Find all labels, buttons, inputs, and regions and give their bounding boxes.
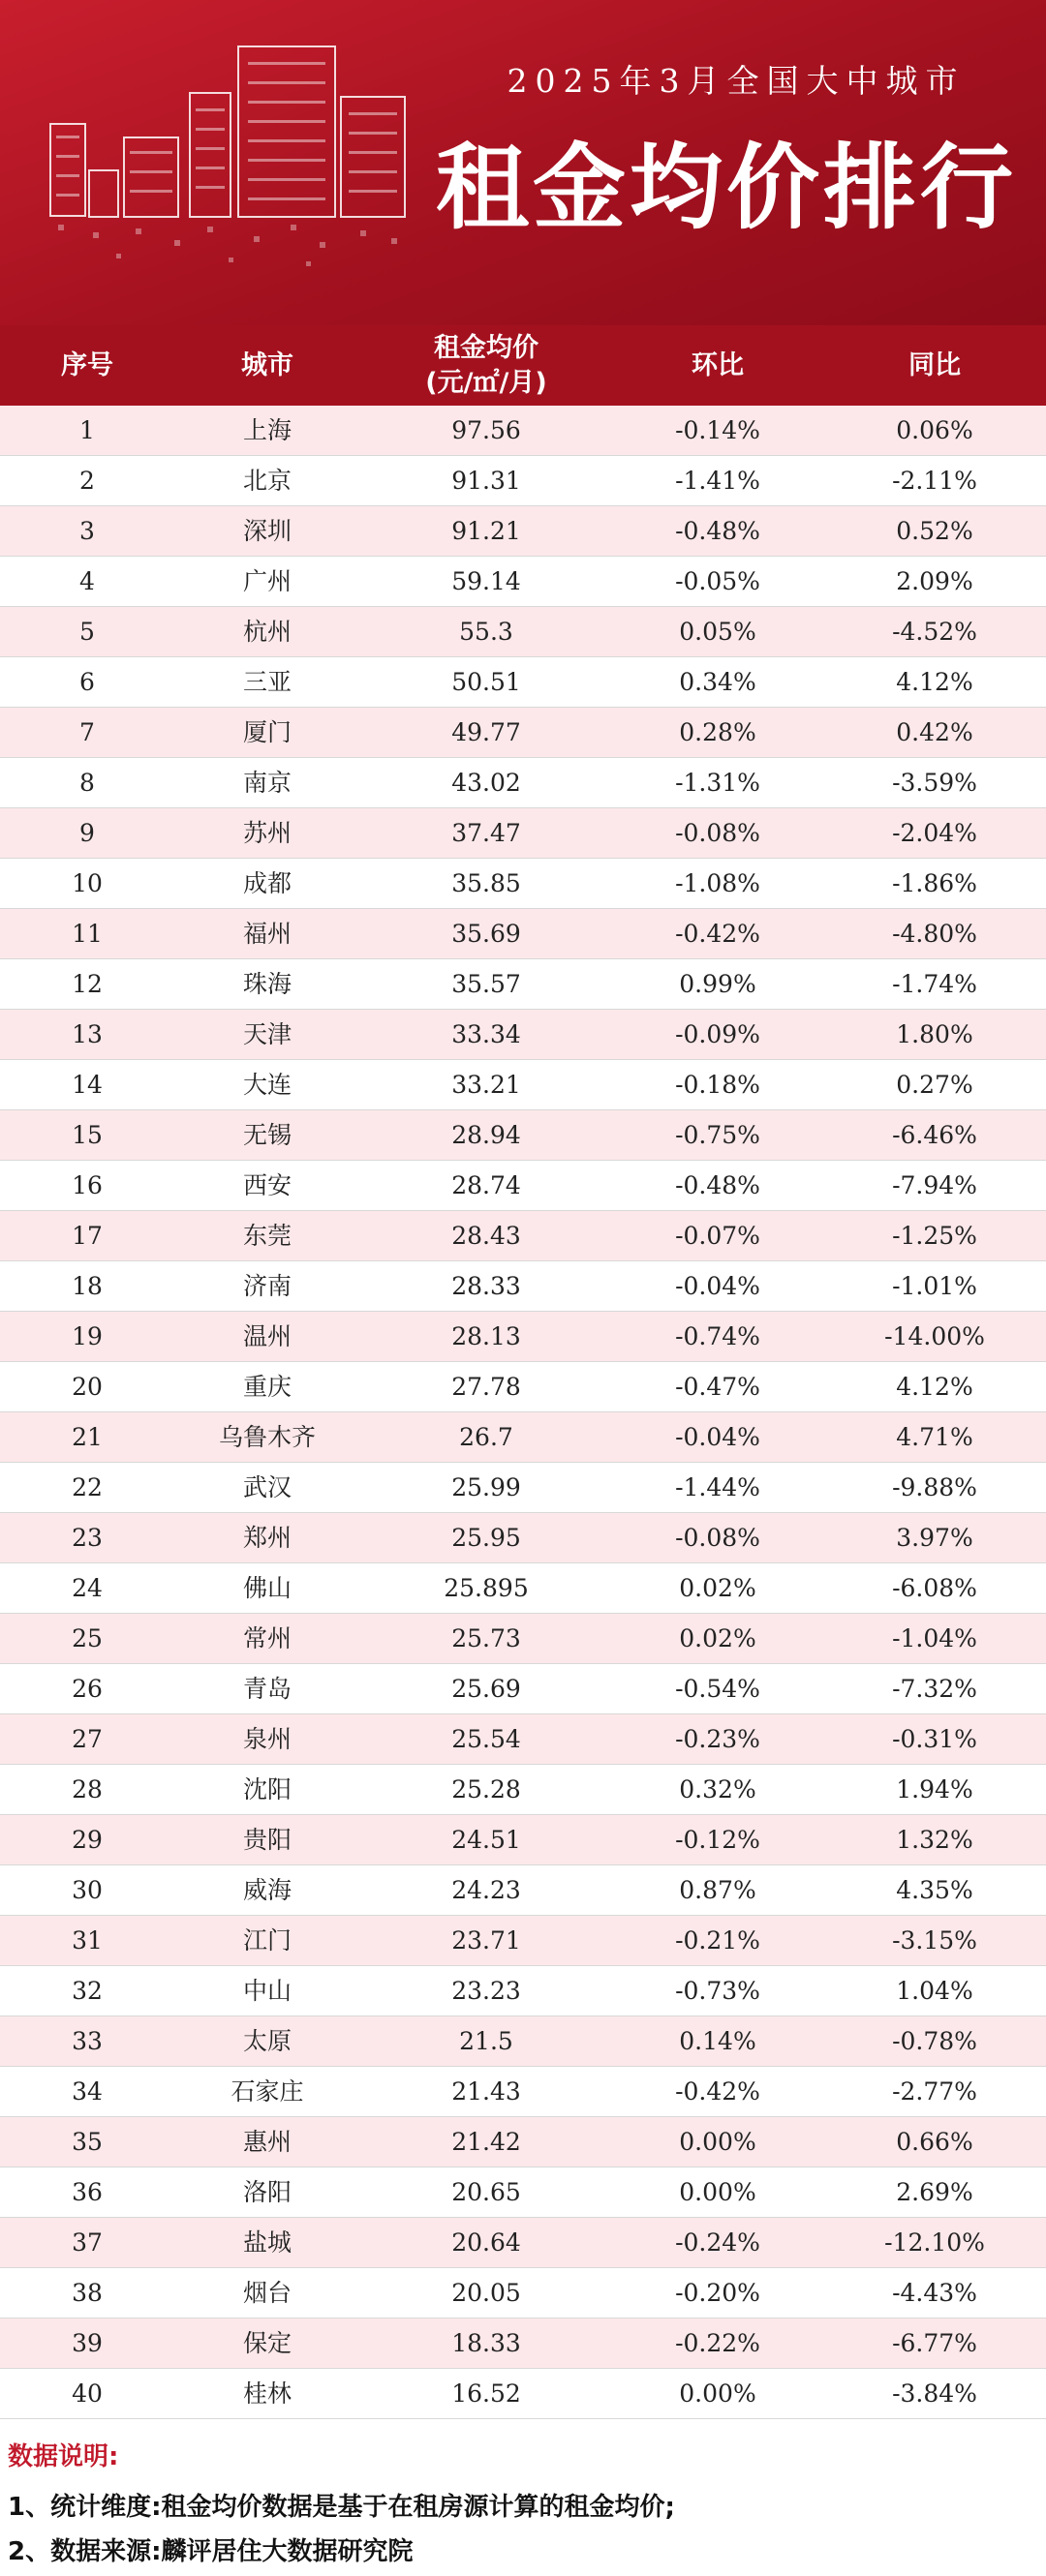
cell-yoy: 4.12% [896,668,973,696]
cell-price: 27.78 [451,1373,521,1401]
cell-rank: 6 [79,668,95,696]
cell-city: 保定 [242,2329,292,2357]
cell-yoy: -9.88% [892,1473,977,1501]
cell-yoy: 1.80% [896,1020,973,1048]
table-row [0,1463,1046,1513]
cell-yoy: 4.12% [896,1373,973,1401]
cell-rank: 35 [72,2128,103,2156]
cell-rank: 37 [72,2228,103,2257]
cell-rank: 33 [72,2027,103,2055]
cell-city: 西安 [242,1171,292,1199]
cell-yoy: -14.00% [884,1322,985,1350]
cell-city: 武汉 [242,1473,292,1501]
cell-rank: 8 [79,769,95,797]
cell-rank: 9 [79,819,95,847]
cell-city: 佛山 [242,1574,292,1602]
cell-price: 35.57 [451,970,521,998]
cell-yoy: -0.31% [892,1725,977,1753]
cell-price: 37.47 [451,819,521,847]
cell-price: 28.33 [451,1272,521,1300]
cell-mom: -0.08% [675,819,760,847]
notes-line-1: 1、统计维度:租金均价数据是基于在租房源计算的租金均价; [8,2493,675,2522]
cell-city: 厦门 [242,718,292,746]
cell-city: 沈阳 [242,1775,292,1803]
cell-city: 广州 [242,567,292,595]
cell-yoy: -6.08% [892,1574,977,1602]
cell-mom: 0.32% [679,1775,756,1803]
cell-yoy: -1.04% [892,1624,977,1652]
cell-rank: 2 [79,467,95,495]
cell-price: 97.56 [451,416,521,444]
table-row [0,1261,1046,1312]
cell-rank: 38 [72,2279,103,2307]
banner-title: 租金均价排行 [436,133,1017,242]
cell-mom: -0.54% [675,1675,760,1703]
notes-title: 数据说明: [8,2442,119,2471]
table-row [0,1513,1046,1563]
cell-mom: -1.08% [675,869,760,897]
cell-mom: 0.00% [679,2178,756,2206]
cell-yoy: -2.77% [892,2077,977,2106]
cell-price: 25.99 [451,1473,521,1501]
cell-price: 25.54 [451,1725,521,1753]
cell-price: 23.23 [451,1977,521,2005]
cell-city: 惠州 [242,2128,292,2156]
cell-rank: 18 [72,1272,103,1300]
cell-city: 成都 [242,869,292,897]
cell-city: 天津 [242,1020,292,1048]
table-row [0,1010,1046,1060]
cell-yoy: 0.52% [896,517,973,545]
table-row [0,607,1046,657]
cell-rank: 29 [72,1826,103,1854]
table-row [0,1412,1046,1463]
table-row [0,1161,1046,1211]
cell-city: 东莞 [242,1222,292,1250]
cell-price: 28.94 [451,1121,521,1149]
cell-yoy: 4.35% [896,1876,973,1904]
cell-city: 太原 [242,2027,292,2055]
cell-yoy: -6.77% [892,2329,977,2357]
cell-yoy: -0.78% [892,2027,977,2055]
cell-city: 中山 [242,1977,292,2005]
cell-yoy: -12.10% [884,2228,985,2257]
cell-yoy: -1.86% [892,869,977,897]
cell-price: 21.42 [451,2128,521,2156]
header-price-line2: (元/㎡/月) [425,367,547,398]
cell-price: 91.21 [451,517,521,545]
cell-rank: 15 [72,1121,103,1149]
cell-yoy: -2.04% [892,819,977,847]
header-city: 城市 [241,349,293,380]
table-row [0,1765,1046,1815]
table-row [0,1211,1046,1261]
table-row [0,708,1046,758]
table-row [0,1060,1046,1110]
cell-mom: -0.18% [675,1071,760,1099]
cell-yoy: 0.27% [896,1071,973,1099]
cell-mom: -0.09% [675,1020,760,1048]
header-yoy: 同比 [908,349,961,380]
table-row [0,1966,1046,2016]
cell-rank: 22 [72,1473,103,1501]
cell-city: 三亚 [242,668,292,696]
cell-rank: 34 [72,2077,103,2106]
cell-rank: 31 [72,1926,103,1955]
table-row [0,1865,1046,1916]
cell-price: 33.21 [451,1071,521,1099]
cell-rank: 20 [72,1373,103,1401]
cell-price: 16.52 [451,2379,521,2408]
cell-yoy: -3.59% [892,769,977,797]
table-row [0,406,1046,456]
cell-mom: 0.00% [679,2128,756,2156]
header-banner [0,0,1046,325]
cell-rank: 7 [79,718,95,746]
cell-mom: -0.75% [675,1121,760,1149]
cell-price: 33.34 [451,1020,521,1048]
header-price-line1: 租金均价 [434,333,538,364]
cell-price: 20.65 [451,2178,521,2206]
cell-mom: -1.41% [675,467,760,495]
cell-rank: 1 [79,416,95,444]
table-body [0,406,1046,2419]
cell-yoy: -4.52% [892,618,977,646]
cell-mom: 0.99% [679,970,756,998]
cell-mom: -0.42% [675,2077,760,2106]
cell-mom: 0.00% [679,2379,756,2408]
cell-price: 35.69 [451,920,521,948]
cell-city: 福州 [242,920,292,948]
table-row [0,2167,1046,2218]
cell-rank: 3 [79,517,95,545]
cell-rank: 14 [72,1071,103,1099]
cell-mom: -0.47% [675,1373,760,1401]
cell-price: 26.7 [459,1423,513,1451]
cell-city: 大连 [242,1071,292,1099]
cell-price: 43.02 [451,769,521,797]
cell-mom: 0.28% [679,718,756,746]
cell-rank: 21 [72,1423,103,1451]
cell-yoy: -2.11% [892,467,977,495]
cell-city: 深圳 [242,517,292,545]
cell-city: 上海 [242,416,292,444]
cell-mom: -0.22% [675,2329,760,2357]
cell-yoy: -7.32% [892,1675,977,1703]
cell-city: 烟台 [242,2279,292,2307]
cell-mom: 0.02% [679,1624,756,1652]
cell-yoy: -1.01% [892,1272,977,1300]
cell-mom: -0.73% [675,1977,760,2005]
cell-city: 北京 [242,467,292,495]
cell-mom: -0.21% [675,1926,760,1955]
header-price [360,331,612,399]
cell-price: 21.43 [451,2077,521,2106]
cell-price: 25.73 [451,1624,521,1652]
table-row [0,557,1046,607]
cell-price: 55.3 [459,618,513,646]
cell-mom: 0.05% [679,618,756,646]
cell-city: 贵阳 [242,1826,292,1854]
cell-price: 18.33 [451,2329,521,2357]
cell-city: 桂林 [242,2379,292,2408]
cell-mom: -0.04% [675,1272,760,1300]
cell-mom: -0.14% [675,416,760,444]
table-row [0,456,1046,506]
cell-price: 20.05 [451,2279,521,2307]
cell-city: 威海 [242,1876,292,1904]
cell-rank: 36 [72,2178,103,2206]
cell-city: 青岛 [242,1675,292,1703]
header-rank: 序号 [61,349,113,380]
cell-mom: -0.04% [675,1423,760,1451]
cell-yoy: -4.80% [892,920,977,948]
cell-mom: -0.12% [675,1826,760,1854]
cell-yoy: -3.84% [892,2379,977,2408]
cell-yoy: 1.04% [896,1977,973,2005]
table-row [0,1563,1046,1614]
cell-price: 49.77 [451,718,521,746]
cell-mom: -0.20% [675,2279,760,2307]
cell-price: 35.85 [451,869,521,897]
cell-yoy: 0.66% [896,2128,973,2156]
table-row [0,1614,1046,1664]
table-row [0,506,1046,557]
header-mom: 环比 [692,349,744,380]
cell-yoy: 4.71% [896,1423,973,1451]
cell-yoy: -4.43% [892,2279,977,2307]
cell-price: 23.71 [451,1926,521,1955]
cell-yoy: 2.09% [896,567,973,595]
cell-mom: -1.31% [675,769,760,797]
table-row [0,1815,1046,1865]
cell-rank: 39 [72,2329,103,2357]
cell-price: 20.64 [451,2228,521,2257]
banner-subtitle: 2025年3月全国大中城市 [507,62,966,100]
cell-rank: 30 [72,1876,103,1904]
cell-price: 91.31 [451,467,521,495]
table-row [0,2318,1046,2369]
table-row [0,1714,1046,1765]
cell-yoy: 3.97% [896,1524,973,1552]
cell-price: 28.13 [451,1322,521,1350]
cell-city: 济南 [242,1272,292,1300]
cell-price: 25.28 [451,1775,521,1803]
cell-mom: -0.24% [675,2228,760,2257]
cell-rank: 11 [72,920,103,948]
cell-rank: 12 [72,970,103,998]
cell-rank: 10 [72,869,103,897]
notes-line-2: 2、数据来源:麟评居住大数据研究院 [8,2537,414,2566]
cell-rank: 24 [72,1574,103,1602]
cell-rank: 4 [79,567,95,595]
cell-city: 泉州 [242,1725,292,1753]
cell-yoy: 0.42% [896,718,973,746]
cell-rank: 23 [72,1524,103,1552]
cell-mom: 0.14% [679,2027,756,2055]
table-header [0,325,1046,406]
cell-mom: -0.08% [675,1524,760,1552]
cell-yoy: 0.06% [896,416,973,444]
table-row [0,1916,1046,1966]
cell-yoy: 2.69% [896,2178,973,2206]
table-row [0,2218,1046,2268]
table-row [0,1312,1046,1362]
table-row [0,909,1046,959]
cell-city: 郑州 [242,1524,292,1552]
cell-price: 25.95 [451,1524,521,1552]
cell-price: 24.23 [451,1876,521,1904]
cell-rank: 13 [72,1020,103,1048]
cell-mom: -0.05% [675,567,760,595]
cell-price: 28.74 [451,1171,521,1199]
table-row [0,1664,1046,1714]
cell-rank: 27 [72,1725,103,1753]
cell-mom: 0.87% [679,1876,756,1904]
cell-price: 25.895 [444,1574,529,1602]
table-row [0,808,1046,859]
cell-city: 无锡 [242,1121,292,1149]
table-row [0,758,1046,808]
cell-city: 温州 [242,1322,292,1350]
cell-rank: 17 [72,1222,103,1250]
cell-rank: 19 [72,1322,103,1350]
cell-price: 25.69 [451,1675,521,1703]
cell-yoy: -1.74% [892,970,977,998]
cell-mom: -0.48% [675,517,760,545]
cell-rank: 5 [79,618,95,646]
cell-mom: -0.74% [675,1322,760,1350]
table-row [0,657,1046,708]
cell-price: 24.51 [451,1826,521,1854]
cell-rank: 26 [72,1675,103,1703]
table-row [0,2117,1046,2167]
cell-rank: 16 [72,1171,103,1199]
cell-city: 洛阳 [242,2178,292,2206]
cell-mom: -1.44% [675,1473,760,1501]
cell-mom: -0.48% [675,1171,760,1199]
cell-rank: 25 [72,1624,103,1652]
table-row [0,2016,1046,2067]
table-row [0,2067,1046,2117]
cell-price: 50.51 [451,668,521,696]
cell-mom: 0.34% [679,668,756,696]
cell-mom: -0.23% [675,1725,760,1753]
cell-city: 杭州 [242,618,292,646]
cell-city: 南京 [242,769,292,797]
cell-yoy: 1.94% [896,1775,973,1803]
cell-city: 珠海 [242,970,292,998]
cell-price: 59.14 [451,567,521,595]
cell-city: 乌鲁木齐 [218,1423,316,1451]
table-row [0,2268,1046,2318]
cell-yoy: -7.94% [892,1171,977,1199]
cell-yoy: -6.46% [892,1121,977,1149]
cell-rank: 40 [72,2379,103,2408]
cell-yoy: 1.32% [896,1826,973,1854]
cell-rank: 32 [72,1977,103,2005]
table-row [0,959,1046,1010]
cell-rank: 28 [72,1775,103,1803]
cell-city: 盐城 [242,2228,292,2257]
cell-city: 石家庄 [231,2077,304,2106]
cell-city: 苏州 [242,819,292,847]
cell-city: 常州 [242,1624,292,1652]
table-row [0,1110,1046,1161]
cell-city: 江门 [242,1926,292,1955]
cell-price: 21.5 [459,2027,513,2055]
cell-mom: 0.02% [679,1574,756,1602]
cell-city: 重庆 [242,1373,292,1401]
cell-yoy: -3.15% [892,1926,977,1955]
cell-yoy: -1.25% [892,1222,977,1250]
cell-price: 28.43 [451,1222,521,1250]
cell-mom: -0.07% [675,1222,760,1250]
cell-mom: -0.42% [675,920,760,948]
table-row [0,859,1046,909]
skyline-illustration [0,0,416,290]
table-row [0,2369,1046,2419]
table-row [0,1362,1046,1412]
